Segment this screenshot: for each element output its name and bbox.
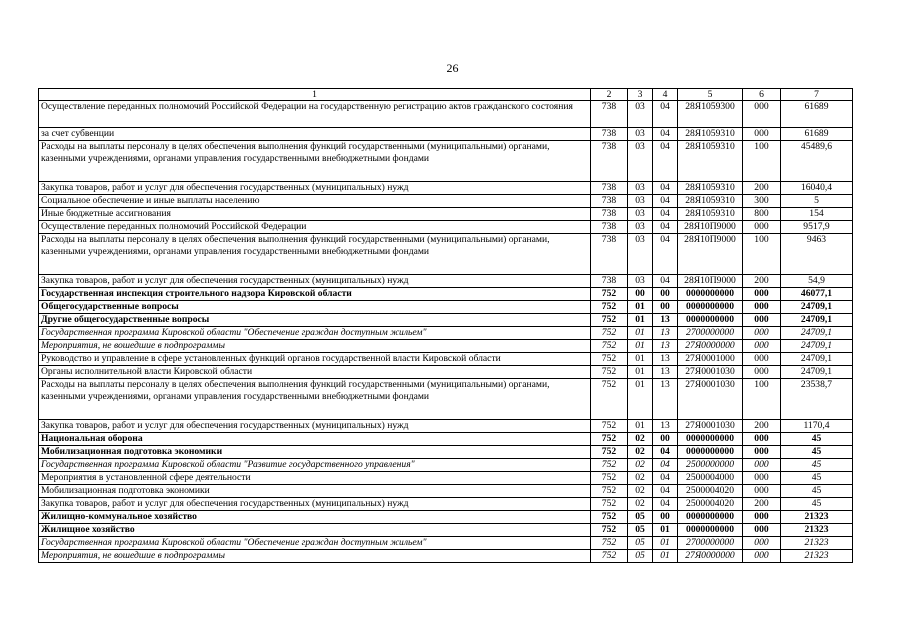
amount-cell: 23538,7 [781,379,853,420]
ministry-code-cell: 752 [591,524,628,537]
subsection-code-cell: 04 [653,446,678,459]
ministry-code-cell: 738 [591,275,628,288]
table-row [39,433,853,446]
line-item-name-cell: Социальное обеспечение и иные выплаты населению [39,195,591,208]
amount-cell: 61689 [781,101,853,128]
expense-type-code-cell: 000 [743,314,781,327]
ministry-code-cell: 752 [591,472,628,485]
amount-cell: 24709,1 [781,314,853,327]
section-code-cell: 05 [628,537,653,550]
ministry-code-cell: 738 [591,234,628,275]
line-item-name-cell: Мероприятия, не вошедшие в подпрограммы [39,340,591,353]
subsection-code-cell: 04 [653,221,678,234]
section-code-cell: 02 [628,485,653,498]
amount-cell: 45 [781,459,853,472]
section-code-cell: 02 [628,459,653,472]
table-row [39,221,853,234]
subsection-code-cell: 04 [653,275,678,288]
target-article-code-cell: 28Я1059310 [678,141,743,182]
line-item-name-cell: Иные бюджетные ассигнования [39,208,591,221]
ministry-code-cell: 752 [591,353,628,366]
target-article-code-cell: 0000000000 [678,288,743,301]
target-article-code-cell: 27Я0001030 [678,379,743,420]
amount-cell: 21323 [781,537,853,550]
expense-type-code-cell: 300 [743,195,781,208]
ministry-code-cell: 738 [591,221,628,234]
section-code-cell: 02 [628,446,653,459]
section-code-cell: 05 [628,550,653,563]
table-row [39,128,853,141]
section-code-cell: 01 [628,340,653,353]
ministry-code-cell: 752 [591,550,628,563]
section-code-cell: 00 [628,288,653,301]
amount-cell: 24709,1 [781,366,853,379]
ministry-code-cell: 752 [591,379,628,420]
table-row [39,195,853,208]
table-row [39,314,853,327]
table-row [39,550,853,563]
table-row [39,498,853,511]
section-code-cell: 01 [628,327,653,340]
amount-cell: 45 [781,472,853,485]
target-article-code-cell: 28Я1059310 [678,208,743,221]
target-article-code-cell: 0000000000 [678,314,743,327]
expense-type-code-cell: 200 [743,275,781,288]
line-item-name-cell: Мероприятия в установленной сфере деятельности [39,472,591,485]
expense-type-code-cell: 200 [743,182,781,195]
amount-cell: 9463 [781,234,853,275]
line-item-name-cell: Расходы на выплаты персоналу в целях обеспечения выполнения функций государственными (муниципальными) органами, казенными учреждениями, органами управления государственными внебюджетными фондами [39,234,591,275]
target-article-code-cell: 2700000000 [678,537,743,550]
section-code-cell: 03 [628,234,653,275]
amount-cell: 1170,4 [781,420,853,433]
column-header-6: 6 [743,89,781,101]
subsection-code-cell: 04 [653,182,678,195]
line-item-name-cell: Закупка товаров, работ и услуг для обеспечения государственных (муниципальных) нужд [39,275,591,288]
ministry-code-cell: 738 [591,208,628,221]
expense-type-code-cell: 000 [743,537,781,550]
expense-type-code-cell: 000 [743,550,781,563]
amount-cell: 45 [781,446,853,459]
section-code-cell: 03 [628,275,653,288]
target-article-code-cell: 28Я1059310 [678,195,743,208]
expense-type-code-cell: 000 [743,288,781,301]
section-code-cell: 01 [628,301,653,314]
line-item-name-cell: Закупка товаров, работ и услуг для обеспечения государственных (муниципальных) нужд [39,420,591,433]
expense-type-code-cell: 000 [743,485,781,498]
ministry-code-cell: 738 [591,195,628,208]
amount-cell: 45 [781,433,853,446]
expense-type-code-cell: 000 [743,128,781,141]
target-article-code-cell: 27Я0000000 [678,340,743,353]
table-row [39,301,853,314]
subsection-code-cell: 00 [653,511,678,524]
amount-cell: 61689 [781,128,853,141]
subsection-code-cell: 13 [653,314,678,327]
ministry-code-cell: 738 [591,101,628,128]
subsection-code-cell: 04 [653,101,678,128]
subsection-code-cell: 04 [653,498,678,511]
expense-type-code-cell: 100 [743,141,781,182]
expense-type-code-cell: 000 [743,366,781,379]
column-header-1: 1 [39,89,591,101]
subsection-code-cell: 01 [653,537,678,550]
ministry-code-cell: 752 [591,446,628,459]
target-article-code-cell: 2700000000 [678,327,743,340]
line-item-name-cell: Расходы на выплаты персоналу в целях обеспечения выполнения функций государственными (муниципальными) органами, казенными учреждениями, органами управления государственными внебюджетными фондами [39,379,591,420]
target-article-code-cell: 0000000000 [678,524,743,537]
amount-cell: 154 [781,208,853,221]
line-item-name-cell: Государственная программа Кировской области "Обеспечение граждан доступным жильем" [39,327,591,340]
line-item-name-cell: Жилищное хозяйство [39,524,591,537]
subsection-code-cell: 04 [653,472,678,485]
ministry-code-cell: 752 [591,301,628,314]
section-code-cell: 03 [628,101,653,128]
line-item-name-cell: Государственная программа Кировской области "Развитие государственного управления" [39,459,591,472]
subsection-code-cell: 04 [653,195,678,208]
ministry-code-cell: 752 [591,314,628,327]
amount-cell: 21323 [781,550,853,563]
target-article-code-cell: 28Я1059300 [678,101,743,128]
target-article-code-cell: 2500004020 [678,498,743,511]
line-item-name-cell: Мобилизационная подготовка экономики [39,485,591,498]
line-item-name-cell: Жилищно-коммунальное хозяйство [39,511,591,524]
target-article-code-cell: 2500004000 [678,472,743,485]
section-code-cell: 02 [628,433,653,446]
table-row [39,340,853,353]
subsection-code-cell: 01 [653,524,678,537]
target-article-code-cell: 28Я10П9000 [678,234,743,275]
ministry-code-cell: 752 [591,537,628,550]
expense-type-code-cell: 000 [743,446,781,459]
amount-cell: 21323 [781,511,853,524]
expense-type-code-cell: 000 [743,472,781,485]
table-row [39,234,853,275]
line-item-name-cell: Общегосударственные вопросы [39,301,591,314]
subsection-code-cell: 13 [653,420,678,433]
table-row [39,353,853,366]
ministry-code-cell: 752 [591,485,628,498]
target-article-code-cell: 0000000000 [678,446,743,459]
subsection-code-cell: 13 [653,366,678,379]
ministry-code-cell: 738 [591,141,628,182]
amount-cell: 5 [781,195,853,208]
subsection-code-cell: 13 [653,353,678,366]
column-header-3: 3 [628,89,653,101]
subsection-code-cell: 04 [653,459,678,472]
expense-type-code-cell: 000 [743,524,781,537]
expense-type-code-cell: 000 [743,327,781,340]
line-item-name-cell: Руководство и управление в сфере установленных функций органов государственной власти Кировской области [39,353,591,366]
line-item-name-cell: Осуществление переданных полномочий Российской Федерации [39,221,591,234]
subsection-code-cell: 04 [653,141,678,182]
table-row [39,379,853,420]
table-row [39,511,853,524]
subsection-code-cell: 04 [653,208,678,221]
target-article-code-cell: 0000000000 [678,433,743,446]
ministry-code-cell: 752 [591,459,628,472]
amount-cell: 9517,9 [781,221,853,234]
expense-type-code-cell: 000 [743,221,781,234]
line-item-name-cell: Закупка товаров, работ и услуг для обеспечения государственных (муниципальных) нужд [39,498,591,511]
subsection-code-cell: 13 [653,379,678,420]
line-item-name-cell: Осуществление переданных полномочий Российской Федерации на государственную регистрацию актов гражданского состояния [39,101,591,128]
target-article-code-cell: 28Я10П9000 [678,221,743,234]
line-item-name-cell: Мобилизационная подготовка экономики [39,446,591,459]
target-article-code-cell: 0000000000 [678,301,743,314]
section-code-cell: 05 [628,524,653,537]
target-article-code-cell: 2500000000 [678,459,743,472]
target-article-code-cell: 28Я10П9000 [678,275,743,288]
line-item-name-cell: Государственная программа Кировской области "Обеспечение граждан доступным жильем" [39,537,591,550]
expense-type-code-cell: 100 [743,379,781,420]
section-code-cell: 02 [628,498,653,511]
amount-cell: 24709,1 [781,327,853,340]
ministry-code-cell: 752 [591,288,628,301]
subsection-code-cell: 01 [653,550,678,563]
line-item-name-cell: Государственная инспекция строительного надзора Кировской области [39,288,591,301]
column-header-7: 7 [781,89,853,101]
expense-type-code-cell: 100 [743,234,781,275]
target-article-code-cell: 27Я0001030 [678,366,743,379]
target-article-code-cell: 28Я1059310 [678,128,743,141]
target-article-code-cell: 28Я1059310 [678,182,743,195]
section-code-cell: 03 [628,141,653,182]
subsection-code-cell: 04 [653,128,678,141]
subsection-code-cell: 00 [653,433,678,446]
expense-type-code-cell: 000 [743,353,781,366]
line-item-name-cell: Расходы на выплаты персоналу в целях обеспечения выполнения функций государственными (муниципальными) органами, казенными учреждениями, органами управления государственными внебюджетными фондами [39,141,591,182]
amount-cell: 21323 [781,524,853,537]
section-code-cell: 05 [628,511,653,524]
amount-cell: 24709,1 [781,353,853,366]
amount-cell: 46077,1 [781,288,853,301]
section-code-cell: 02 [628,472,653,485]
table-row [39,420,853,433]
table-row [39,288,853,301]
expense-type-code-cell: 000 [743,511,781,524]
column-header-2: 2 [591,89,628,101]
page-number: 26 [446,61,459,75]
table-row [39,485,853,498]
ministry-code-cell: 738 [591,128,628,141]
ministry-code-cell: 752 [591,511,628,524]
target-article-code-cell: 0000000000 [678,511,743,524]
section-code-cell: 01 [628,420,653,433]
amount-cell: 54,9 [781,275,853,288]
section-code-cell: 03 [628,182,653,195]
section-code-cell: 01 [628,353,653,366]
table-row [39,101,853,128]
table-body [39,101,853,563]
amount-cell: 45 [781,485,853,498]
column-header-5: 5 [678,89,743,101]
target-article-code-cell: 27Я0001030 [678,420,743,433]
amount-cell: 16040,4 [781,182,853,195]
expense-type-code-cell: 800 [743,208,781,221]
subsection-code-cell: 04 [653,485,678,498]
table-row [39,459,853,472]
table-row [39,182,853,195]
target-article-code-cell: 27Я0001000 [678,353,743,366]
amount-cell: 24709,1 [781,340,853,353]
line-item-name-cell: Мероприятия, не вошедшие в подпрограммы [39,550,591,563]
line-item-name-cell: Национальная оборона [39,433,591,446]
section-code-cell: 03 [628,221,653,234]
table-header-row [39,89,853,101]
table-row [39,472,853,485]
table-row [39,446,853,459]
table-row [39,366,853,379]
subsection-code-cell: 00 [653,288,678,301]
subsection-code-cell: 13 [653,327,678,340]
expense-type-code-cell: 000 [743,301,781,314]
ministry-code-cell: 752 [591,366,628,379]
column-header-4: 4 [653,89,678,101]
table-row [39,275,853,288]
budget-table [38,88,853,563]
section-code-cell: 01 [628,379,653,420]
section-code-cell: 01 [628,366,653,379]
target-article-code-cell: 2500004020 [678,485,743,498]
amount-cell: 45489,6 [781,141,853,182]
expense-type-code-cell: 000 [743,340,781,353]
expense-type-code-cell: 000 [743,101,781,128]
expense-type-code-cell: 200 [743,420,781,433]
line-item-name-cell: за счет субвенции [39,128,591,141]
section-code-cell: 03 [628,195,653,208]
amount-cell: 24709,1 [781,301,853,314]
expense-type-code-cell: 000 [743,433,781,446]
ministry-code-cell: 738 [591,182,628,195]
expense-type-code-cell: 000 [743,459,781,472]
section-code-cell: 03 [628,128,653,141]
section-code-cell: 03 [628,208,653,221]
ministry-code-cell: 752 [591,420,628,433]
ministry-code-cell: 752 [591,327,628,340]
subsection-code-cell: 00 [653,301,678,314]
table-row [39,208,853,221]
line-item-name-cell: Другие общегосударственные вопросы [39,314,591,327]
section-code-cell: 01 [628,314,653,327]
ministry-code-cell: 752 [591,433,628,446]
table-row [39,537,853,550]
table-row [39,327,853,340]
target-article-code-cell: 27Я0000000 [678,550,743,563]
expense-type-code-cell: 200 [743,498,781,511]
line-item-name-cell: Органы исполнительной власти Кировской области [39,366,591,379]
amount-cell: 45 [781,498,853,511]
subsection-code-cell: 04 [653,234,678,275]
line-item-name-cell: Закупка товаров, работ и услуг для обеспечения государственных (муниципальных) нужд [39,182,591,195]
ministry-code-cell: 752 [591,498,628,511]
table-row [39,141,853,182]
ministry-code-cell: 752 [591,340,628,353]
table-row [39,524,853,537]
subsection-code-cell: 13 [653,340,678,353]
